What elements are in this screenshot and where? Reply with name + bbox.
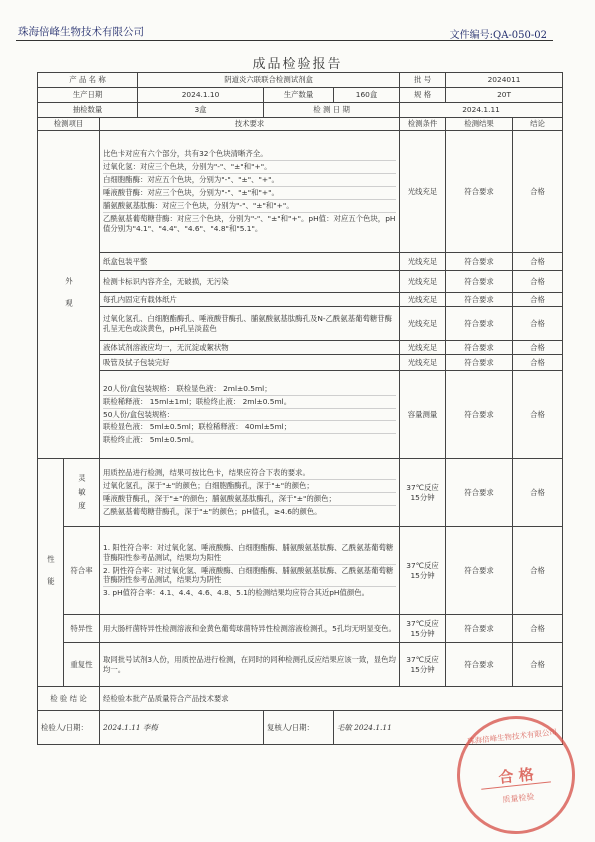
product-name-label: 产 品 名 称: [38, 73, 138, 88]
column-header-row: [38, 118, 563, 131]
test-date: 2024.1.11: [400, 103, 563, 118]
inspection-table: [37, 72, 563, 745]
inspector-signature: 2024.1.11 李梅: [100, 711, 264, 745]
col-requirement: 技术要求: [100, 118, 400, 131]
spec-value: 20T: [446, 88, 563, 103]
table-row: 吸管及拭子包装完好 光线充足 符合要求 合格: [38, 355, 563, 371]
specificity-label: 特异性: [64, 615, 100, 643]
sensitivity-label: 灵 敏 度: [64, 459, 100, 527]
table-row: 重复性 取同批号试剂3人份，用质控品进行检测，在同时的同种检测孔反应结果应该一致，显色均均一。 37℃反应15分钟 符合要求 合格: [38, 643, 563, 687]
table-row: 外 观 比色卡对应有六个部分，共有32个色块清晰齐全。 过氧化氢：对应三个色块，分别为"-"、"±"和"+"。 白细胞酯酶：对应五个色块，分别为"-"、"±"、"+"。 唾液酸苷酶：对应三个色块，分别为"-"、"±"和"+"。 脯氨酸氨基肽酶：对应三个色块，分别为"-"、"±"和"+"。 乙酰氨基葡萄糖苷酶：对应三个色块，分别为"-"、"±"和"+"。pH值：对应五个色块，pH值分别为"4.1"、"4.4"、"4.6"、"4.8"和"5.1"。 光线充足 符合要求 合格: [38, 131, 563, 253]
production-date-label: 生产日期: [38, 88, 138, 103]
inspector-label: 检验人/日期：: [38, 711, 100, 745]
table-row: 符合率 1. 阳性符合率：对过氧化氢、唾液酸酶、白细胞酯酶、脯氨酸氨基肽酶、乙酰氨基葡萄糖苷酶阳性参考品测试，结果均为阳性 2. 阴性符合率：对过氧化氢、唾液酸酶、白细胞酯酶、脯氨酸氨基肽酶、乙酰氨基葡萄糖苷酶阴性参考品测试，结果均为阴性 3. pH值符合率：4.1、4.4、4.6、4.8、5.1的检测结果均应符合其近pH值颜色。 37℃反应15分钟 符合要求 合格: [38, 527, 563, 615]
sensitivity-requirement: 用质控品进行检测，结果可按比色卡，结果应符合下表的要求。 过氧化氢孔，深于"±"的颜色；白细胞酯酶孔，深于"±"的颜色； 唾液酸苷酶孔，深于"±"的颜色；脯氨酸氨基肽酶孔，深于"±"的颜色； 乙酰氨基葡萄糖苷酶孔，深于"±"的颜色；pH值孔，≥4.6的颜色。: [100, 459, 400, 527]
appearance-colorcard-requirement: 比色卡对应有六个部分，共有32个色块清晰齐全。 过氧化氢：对应三个色块，分别为"-"、"±"和"+"。 白细胞酯酶：对应五个色块，分别为"-"、"±"、"+"。 唾液酸苷酶：对应三个色块，分别为"-"、"±"和"+"。 脯氨酸氨基肽酶：对应三个色块，分别为"-"、"±"和"+"。 乙酰氨基葡萄糖苷酶：对应三个色块，分别为"-"、"±"和"+"。pH值：对应五个色块，pH值分别为"4.1"、"4.4"、"4.6"、"4.8"和"5.1"。: [100, 131, 400, 253]
test-date-label: 检 测 日 期: [264, 103, 400, 118]
table-row: 液体试剂溶液应均一，无沉淀或絮状物 光线充足 符合要求 合格: [38, 341, 563, 355]
col-result: 检测结果: [446, 118, 513, 131]
col-conclusion: 结论: [513, 118, 563, 131]
conclusion-label: 检 验 结 论: [38, 687, 100, 711]
conclusion-row: [38, 687, 563, 711]
specificity-requirement: 用大肠杆菌特异性检测溶液和金黄色葡萄球菌特异性检测溶液检测孔，5孔均无明显变色。: [100, 615, 400, 643]
table-row: 性 能 灵 敏 度 用质控品进行检测，结果可按比色卡，结果应符合下表的要求。 过氧化氢孔，深于"±"的颜色；白细胞酯酶孔，深于"±"的颜色； 唾液酸苷酶孔，深于"±"的颜色；脯氨酸氨基肽酶孔，深于"±"的颜色； 乙酰氨基葡萄糖苷酶孔，深于"±"的颜色；pH值孔，≥4.6的颜色。 37℃反应15分钟 符合要求 合格: [38, 459, 563, 527]
document-number: 文件编号:QA-050-02: [449, 30, 547, 41]
col-item: 检测项目: [38, 118, 100, 131]
table-row: 20人份/盒包装规格： 联检显色液： 2ml±0.5ml； 联检稀释液： 15ml±1ml；联检终止液： 2ml±0.5ml。 50人份/盒包装规格： 联检显色液： 5ml±0.5ml；联检稀释液： 40ml±5ml； 联检终止液： 5ml±0.5ml。 容量测量 符合要求 合格: [38, 371, 563, 459]
sample-quantity-label: 抽检数量: [38, 103, 138, 118]
stamp-sub: 质量检验: [502, 792, 535, 805]
production-date: 2024.1.10: [138, 88, 264, 103]
batch-number: 2024011: [446, 73, 563, 88]
info-row-sampling: [38, 103, 563, 118]
table-row: 每孔内固定有载体纸片 光线充足 符合要求 合格: [38, 293, 563, 307]
stamp-mark: 合 格: [497, 765, 535, 787]
company-name: 珠海倍峰生物技术有限公司: [18, 26, 144, 38]
col-condition: 检测条件: [400, 118, 446, 131]
info-row-production: [38, 88, 563, 103]
repeatability-label: 重复性: [64, 643, 100, 687]
table-row: 过氧化氢孔、白细胞酯酶孔、唾液酸苷酶孔、脯氨酸氨基肽酶孔及N-乙酰氨基葡萄糖苷酶孔呈无色或淡黄色，pH孔呈淡蓝色 光线充足 符合要求 合格: [38, 307, 563, 341]
stamp-org: 珠海倍峰生物技术有限公司: [466, 727, 558, 746]
table-row: 特异性 用大肠杆菌特异性检测溶液和金黄色葡萄球菌特异性检测溶液检测孔，5孔均无明显变色。 37℃反应15分钟 符合要求 合格: [38, 615, 563, 643]
header-divider: [16, 40, 553, 41]
appearance-label: 外 观: [38, 131, 100, 459]
spec-label: 规 格: [400, 88, 446, 103]
table-row: 检测卡标识内容齐全，无破损，无污染 光线充足 符合要求 合格: [38, 271, 563, 293]
conclusion-text: 经检验本批产品质量符合产品技术要求: [100, 687, 563, 711]
reviewer-signature: 毛敏 2024.1.11: [334, 711, 563, 745]
page-title: 成品检验报告: [252, 57, 343, 72]
info-row-product: [38, 73, 563, 88]
production-quantity: 160盒: [334, 88, 400, 103]
product-name: 阴道炎六联联合检测试剂盒: [138, 73, 400, 88]
production-quantity-label: 生产数量: [264, 88, 334, 103]
accuracy-label: 符合率: [64, 527, 100, 615]
accuracy-requirement: 1. 阳性符合率：对过氧化氢、唾液酸酶、白细胞酯酶、脯氨酸氨基肽酶、乙酰氨基葡萄糖苷酶阳性参考品测试，结果均为阳性 2. 阴性符合率：对过氧化氢、唾液酸酶、白细胞酯酶、脯氨酸氨基肽酶、乙酰氨基葡萄糖苷酶阴性参考品测试，结果均为阴性 3. pH值符合率：4.1、4.4、4.6、4.8、5.1的检测结果均应符合其近pH值颜色。: [100, 527, 400, 615]
batch-label: 批 号: [400, 73, 446, 88]
performance-label: 性 能: [38, 459, 64, 687]
reviewer-label: 复核人/日期：: [264, 711, 334, 745]
repeatability-requirement: 取同批号试剂3人份，用质控品进行检测，在同时的同种检测孔反应结果应该一致，显色均均一。: [100, 643, 400, 687]
sample-quantity: 3盒: [138, 103, 264, 118]
table-row: 纸盒包装平整 光线充足 符合要求 合格: [38, 253, 563, 271]
volume-requirement: 20人份/盒包装规格： 联检显色液： 2ml±0.5ml； 联检稀释液： 15ml±1ml；联检终止液： 2ml±0.5ml。 50人份/盒包装规格： 联检显色液： 5ml±0.5ml；联检稀释液： 40ml±5ml； 联检终止液： 5ml±0.5ml。: [100, 371, 400, 459]
